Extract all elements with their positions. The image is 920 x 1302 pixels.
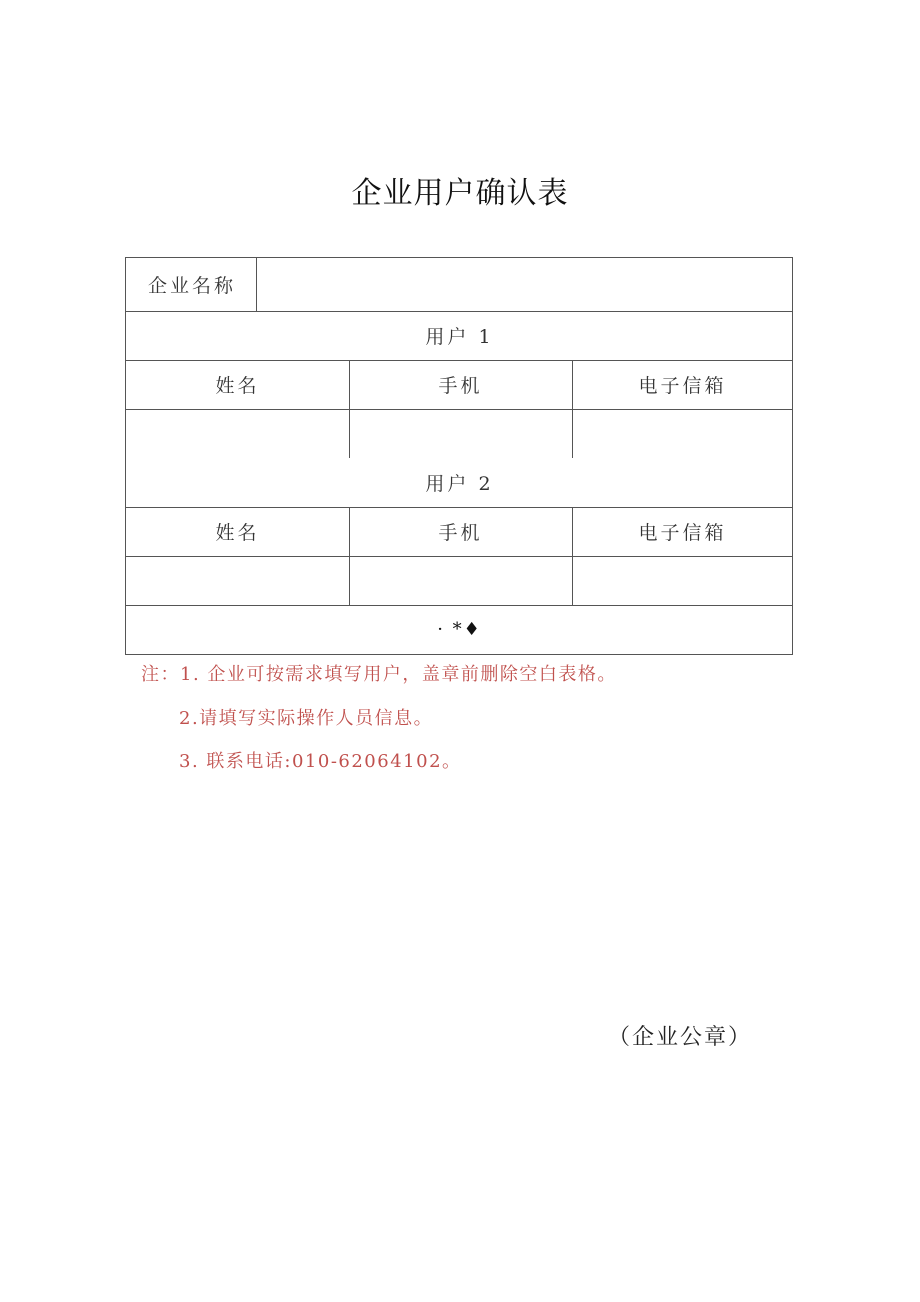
- note-3: 3. 联系电话:010-62064102。: [179, 751, 462, 772]
- user-1-heading: 用户 1: [425, 326, 494, 348]
- user-1-phone-field[interactable]: [349, 409, 572, 458]
- page-title: 企业用户确认表: [351, 176, 569, 211]
- note-1: 注：1. 企业可按需求填写用户，盖章前删除空白表格。: [141, 664, 617, 685]
- note-2: 2.请填写实际操作人员信息。: [179, 708, 434, 729]
- user-confirmation-form: [125, 257, 793, 655]
- user-2-phone-header: 手机: [438, 522, 483, 544]
- user-2-email-field[interactable]: [572, 556, 793, 605]
- user-1-name-header: 姓名: [215, 375, 260, 397]
- user-2-name-header: 姓名: [215, 522, 260, 544]
- user-1-email-header: 电子信箱: [638, 375, 727, 397]
- user-2-heading: 用户 2: [425, 473, 494, 495]
- user-2-name-field[interactable]: [126, 556, 349, 605]
- form-footer-marks: · *♦: [437, 619, 482, 640]
- user-1-phone-header: 手机: [438, 375, 483, 397]
- company-seal-label: （企业公章）: [608, 1025, 753, 1050]
- user-2-email-header: 电子信箱: [638, 522, 727, 544]
- user-1-name-field[interactable]: [126, 409, 349, 458]
- user-1-email-field[interactable]: [572, 409, 793, 458]
- company-name-field[interactable]: [257, 258, 793, 311]
- company-name-label: 企业名称: [148, 275, 237, 297]
- user-2-phone-field[interactable]: [349, 556, 572, 605]
